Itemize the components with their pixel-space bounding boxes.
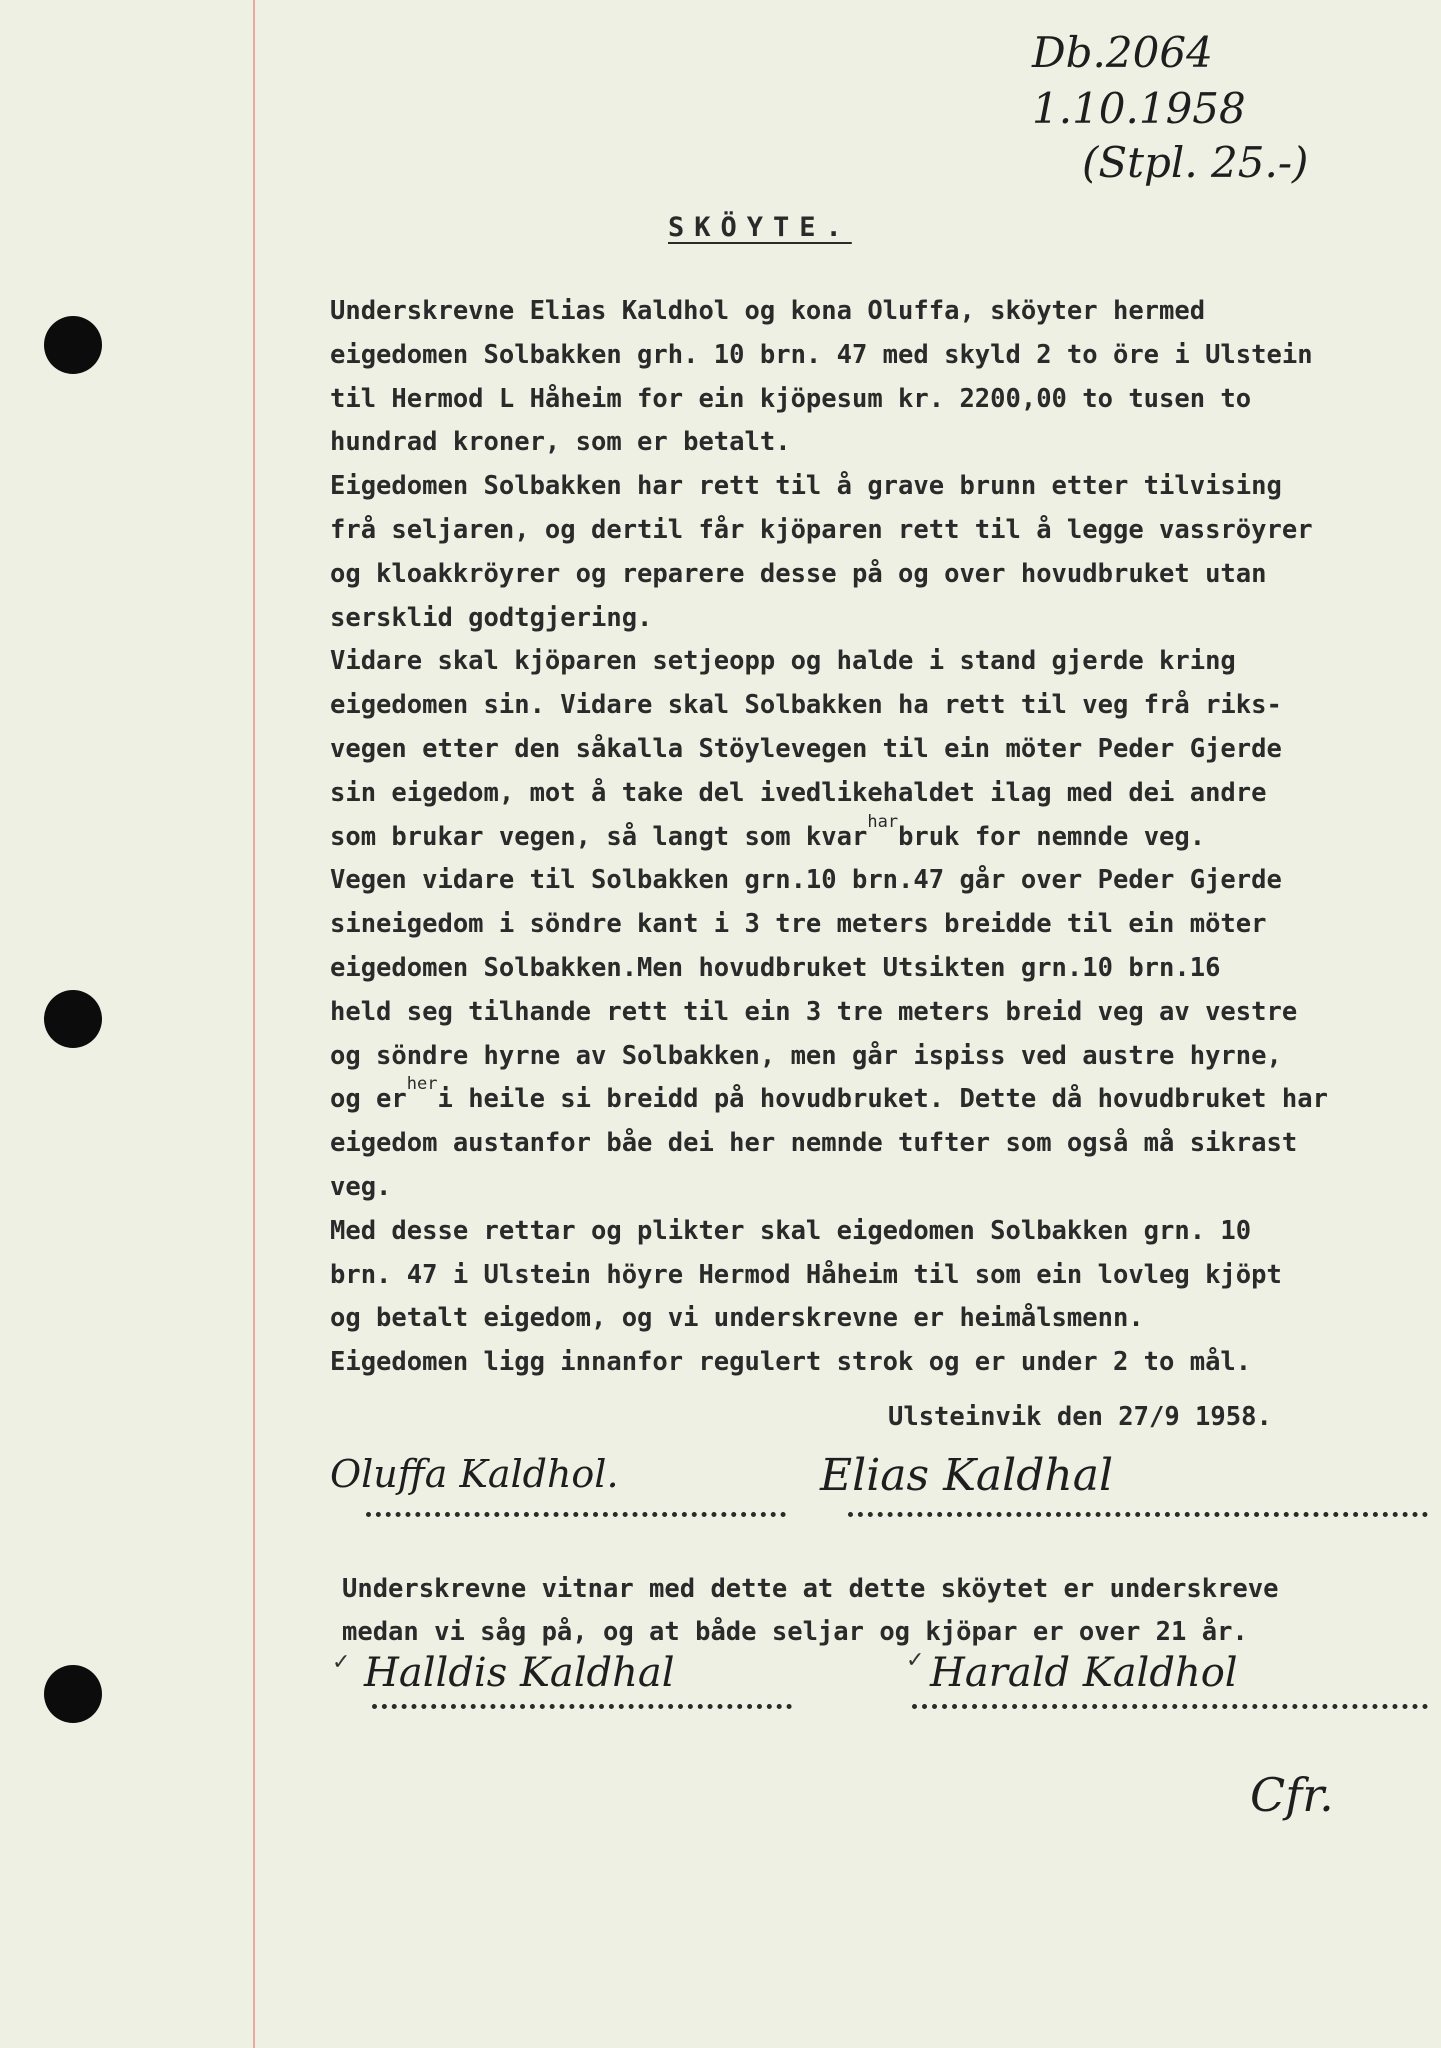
interlinear-insertion: her (406, 1074, 438, 1095)
body-line-text: til Hermod L Håheim for ein kjöpesum kr. 2200,00 to tusen to (330, 383, 1252, 414)
body-line-text: sin eigedom, mot å take del ivedlikehaldet ilag med dei andre (330, 777, 1267, 808)
body-line-rest: bruk for nemnde veg. (898, 821, 1206, 852)
place-date: Ulsteinvik den 27/9 1958. (888, 1402, 1272, 1432)
body-line (330, 1035, 1328, 1079)
body-line-text: Med desse rettar og plikter skal eigedomen Solbakken grn. 10 (330, 1215, 1252, 1246)
body-line-text: veg. (330, 1171, 392, 1202)
punch-hole-top (44, 316, 102, 374)
body-line-text: sineigedom i söndre kant i 3 tre meters breidde til ein möter (330, 909, 1267, 940)
signature-oluffa: Oluffa Kaldhol. (330, 1452, 619, 1496)
handwritten-fee: (Stpl. 25.-) (1082, 138, 1309, 187)
body-line-text: Eigedomen Solbakken har rett til å grave brunn etter tilvising (330, 471, 1282, 502)
body-line-text: Underskrevne Elias Kaldhol og kona Oluffa, sköyter hermed (330, 296, 1206, 326)
signature-elias: Elias Kaldhal (820, 1450, 1114, 1501)
body-line-text: og er (330, 1084, 407, 1115)
body-line (330, 378, 1328, 422)
body-line-text: eigedom austanfor båe dei her nemnde tufter som også må sikrast (330, 1128, 1298, 1159)
body-line (330, 991, 1328, 1035)
body-line (330, 465, 1328, 509)
body-line (330, 859, 1328, 903)
body-line-text: vegen etter den såkalla Stöylevegen til ein möter Peder Gjerde (330, 733, 1282, 764)
body-line-text: brn. 47 i Ulstein höyre Hermod Håheim til som ein lovleg kjöpt (330, 1259, 1282, 1290)
body-line (330, 1122, 1328, 1166)
handwritten-doc-number: Db.2064 (1032, 28, 1213, 77)
body-line (330, 1166, 1328, 1210)
body-line-text: Eigedomen ligg innanfor regulert strok og er under 2 to mål. (330, 1347, 1252, 1378)
handwritten-initials: Cfr. (1250, 1768, 1334, 1822)
witness-line-dots-1 (372, 1704, 792, 1709)
handwritten-date: 1.10.1958 (1032, 84, 1246, 133)
body-line (330, 1341, 1328, 1385)
body-line (330, 811, 1328, 860)
tick-mark-2: ✓ (906, 1648, 925, 1673)
body-line-text: hundrad kroner, som er betalt. (330, 427, 791, 458)
body-line (330, 1297, 1328, 1341)
signature-line-2 (848, 1512, 1428, 1517)
body-line (330, 509, 1328, 553)
signature-halldis: Halldis Kaldhal (364, 1650, 675, 1696)
body-line (330, 640, 1328, 684)
punch-hole-middle (44, 990, 102, 1048)
body-line-text: sersklid godtgjering. (330, 602, 653, 633)
interlinear-insertion: har (867, 811, 899, 832)
body-line-text: og söndre hyrne av Solbakken, men går ispiss ved austre hyrne, (330, 1040, 1282, 1071)
margin-line (253, 0, 255, 2048)
body-line (330, 421, 1328, 465)
body-line (330, 772, 1328, 816)
body-line-text: og kloakkröyrer og reparere desse på og over hovudbruket utan (330, 558, 1267, 589)
body-line-text: frå seljaren, og dertil får kjöparen rett til å legge vassröyrer (330, 514, 1313, 545)
body-line-text: eigedomen Solbakken grh. 10 brn. 47 med skyld 2 to öre i Ulstein (330, 339, 1313, 370)
body-line (330, 728, 1328, 772)
signature-harald: Harald Kaldhol (930, 1650, 1238, 1696)
deed-body (330, 290, 1328, 1385)
body-line (330, 903, 1328, 947)
body-line-rest: i heile si breidd på hovudbruket. Dette då hovudbruket har (437, 1084, 1328, 1115)
body-line (330, 597, 1328, 641)
body-line-text: Vidare skal kjöparen setjeopp og halde i stand gjerde kring (330, 646, 1236, 677)
body-line-text: held seg tilhande rett til ein 3 tre meters breid veg av vestre (330, 996, 1298, 1027)
body-line-text: som brukar vegen, så langt som kvar (330, 821, 868, 852)
witness-statement (342, 1568, 1279, 1654)
body-line (330, 553, 1328, 597)
body-line (330, 684, 1328, 728)
body-line-text: og betalt eigedom, og vi underskrevne er heimålsmenn. (330, 1303, 1144, 1334)
body-line (330, 1074, 1328, 1122)
witness-line-2: medan vi såg på, og at både seljar og kjöpar er over 21 år. (342, 1617, 1248, 1647)
witness-line-1: Underskrevne vitnar med dette at dette sköytet er underskreve (342, 1574, 1279, 1604)
body-line-text: Vegen vidare til Solbakken grn.10 brn.47 går over Peder Gjerde (330, 865, 1282, 896)
tick-mark-1: ✓ (332, 1650, 351, 1675)
page-title: SKÖYTE. (668, 212, 852, 243)
body-line (330, 947, 1328, 991)
body-line (330, 1210, 1328, 1254)
body-line-text: eigedomen sin. Vidare skal Solbakken ha rett til veg frå riks- (330, 690, 1282, 721)
witness-line-dots-2 (912, 1704, 1428, 1709)
body-line-text: eigedomen Solbakken.Men hovudbruket Utsikten grn.10 brn.16 (330, 952, 1221, 983)
punch-hole-bottom (44, 1665, 102, 1723)
body-line (330, 1254, 1328, 1298)
body-line (330, 334, 1328, 378)
body-line (330, 290, 1328, 334)
signature-line-1 (366, 1512, 786, 1517)
